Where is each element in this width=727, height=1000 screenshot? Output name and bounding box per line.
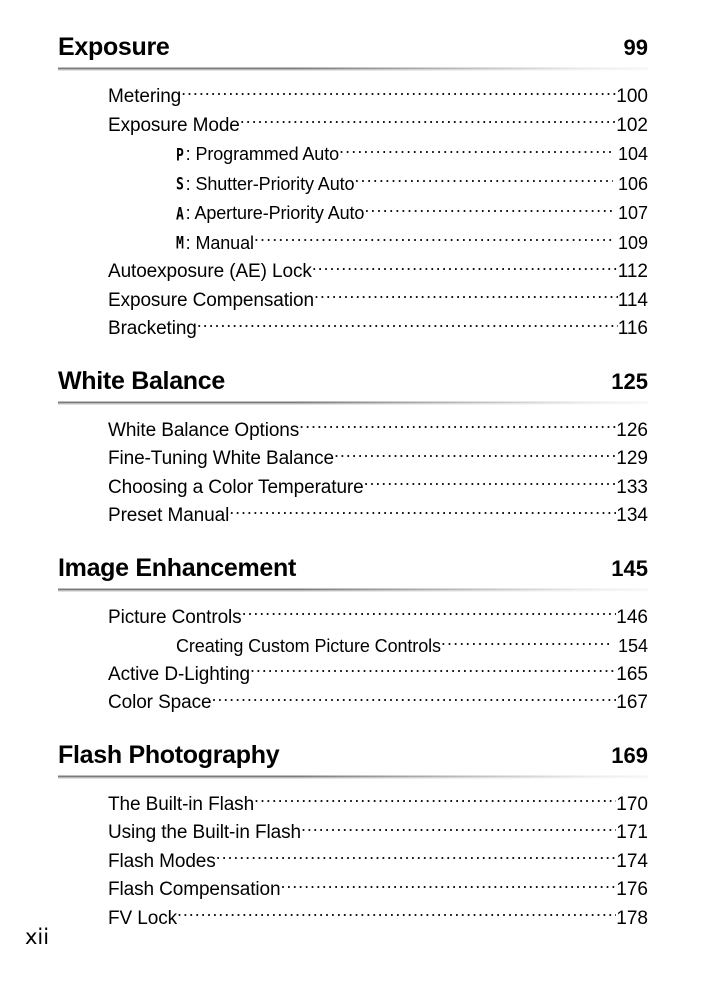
toc-entry-text: : Aperture-Priority Auto (185, 203, 365, 223)
toc-entry-label: Picture Controls (108, 606, 242, 628)
toc-entry-text: : Shutter-Priority Auto (185, 173, 355, 194)
section-title: Exposure (58, 33, 170, 61)
dot-leader (211, 689, 616, 708)
toc-entry[interactable] (58, 258, 648, 287)
dot-leader (364, 474, 617, 493)
section-header[interactable] (58, 366, 648, 399)
toc-entry-page-number: 107 (617, 203, 648, 223)
dot-leader (254, 791, 616, 810)
toc-entry[interactable] (58, 876, 648, 905)
dot-leader (364, 201, 613, 219)
toc-entry-label (176, 199, 364, 229)
toc-entry-page-number: 170 (616, 793, 648, 815)
toc-entry[interactable] (58, 112, 648, 141)
toc-entry-label: Exposure Mode (108, 114, 240, 136)
toc-entry-page-number: 106 (617, 173, 648, 194)
toc-entry[interactable] (58, 445, 648, 474)
toc-entry[interactable] (58, 83, 648, 112)
toc-entry[interactable] (58, 199, 648, 229)
toc-entry-label: Bracketing (108, 318, 197, 339)
toc-entry-page-number: 167 (616, 692, 648, 713)
toc-entry-page-number: 114 (617, 289, 648, 311)
exposure-mode-glyph: A (176, 202, 184, 224)
section-page-number: 99 (623, 35, 648, 60)
dot-leader (177, 905, 616, 924)
section-header[interactable] (58, 553, 648, 586)
table-of-contents (58, 32, 648, 955)
dot-leader (339, 142, 613, 160)
toc-entry-label: Color Space (108, 692, 212, 713)
section-header[interactable] (58, 32, 648, 65)
dot-leader (354, 172, 613, 190)
toc-entry-label: Choosing a Color Temperature (108, 476, 364, 498)
toc-entry-label (176, 170, 354, 200)
page-folio: xii (25, 925, 50, 949)
dot-leader (197, 315, 618, 334)
toc-entry[interactable] (58, 661, 648, 690)
dot-leader (441, 634, 613, 652)
dot-leader (229, 502, 616, 521)
toc-entry[interactable] (58, 170, 648, 200)
toc-entry-list (58, 83, 648, 344)
toc-entry-page-number: 165 (616, 663, 648, 685)
toc-entry-label: Active D-Lighting (108, 663, 250, 685)
dot-leader (334, 445, 616, 464)
toc-entry-label (176, 140, 339, 170)
dot-leader (216, 848, 617, 867)
dot-leader (242, 604, 617, 623)
section-title: Flash Photography (58, 740, 280, 769)
toc-entry-label: White Balance Options (108, 419, 300, 441)
toc-entry-label: The Built-in Flash (108, 793, 255, 815)
toc-entry-page-number: 176 (616, 879, 648, 900)
toc-entry-page-number: 129 (616, 448, 648, 469)
toc-section (58, 32, 648, 344)
toc-entry[interactable] (58, 287, 648, 316)
dot-leader (314, 287, 618, 306)
toc-entry[interactable] (58, 689, 648, 718)
section-header[interactable] (58, 740, 648, 773)
toc-entry-label: Metering (108, 86, 182, 107)
toc-section (58, 740, 648, 934)
toc-entry-label: Flash Modes (108, 850, 216, 872)
toc-entry-page-number: 116 (617, 318, 648, 339)
toc-entry-page-number: 112 (617, 261, 648, 282)
dot-leader (250, 661, 616, 680)
section-divider (58, 588, 648, 592)
section-title: Image Enhancement (58, 553, 297, 582)
toc-entry[interactable] (58, 632, 648, 661)
dot-leader (254, 231, 613, 249)
toc-entry-page-number: 133 (616, 476, 648, 498)
toc-entry[interactable] (58, 819, 648, 848)
toc-section (58, 366, 648, 531)
toc-entry-page-number: 178 (616, 907, 648, 929)
section-title: White Balance (58, 366, 225, 395)
toc-section (58, 553, 648, 718)
toc-entry-text: : Programmed Auto (185, 144, 340, 164)
toc-entry-label: Flash Compensation (108, 879, 281, 900)
toc-entry[interactable] (58, 848, 648, 877)
dot-leader (280, 876, 616, 895)
toc-entry[interactable] (58, 791, 648, 820)
toc-entry[interactable] (58, 502, 648, 531)
toc-entry-page-number: 102 (616, 114, 648, 136)
toc-entry-page-number: 100 (616, 86, 648, 107)
toc-entry-page-number: 109 (617, 232, 648, 253)
toc-entry-label: Preset Manual (108, 505, 230, 526)
section-divider (58, 775, 648, 779)
toc-entry[interactable] (58, 229, 648, 259)
exposure-mode-glyph: M (176, 232, 184, 253)
dot-leader (299, 417, 616, 436)
dot-leader (301, 819, 616, 838)
toc-entry[interactable] (58, 140, 648, 170)
toc-entry-label: FV Lock (108, 907, 177, 929)
toc-entry-label: Exposure Compensation (108, 289, 314, 311)
section-page-number: 125 (611, 368, 648, 394)
section-page-number: 169 (611, 742, 648, 768)
section-divider (58, 401, 648, 405)
toc-entry-label (176, 229, 254, 259)
toc-entry-label: Fine-Tuning White Balance (108, 448, 334, 469)
dot-leader (240, 112, 617, 131)
toc-entry[interactable] (58, 474, 648, 503)
toc-entry-list (58, 417, 648, 531)
toc-entry-label: Using the Built-in Flash (108, 822, 301, 843)
section-page-number: 145 (611, 555, 648, 581)
toc-entry[interactable] (58, 417, 648, 446)
toc-entry-label: Autoexposure (AE) Lock (108, 261, 312, 282)
toc-entry-text: : Manual (185, 232, 254, 253)
toc-entry[interactable] (58, 905, 648, 934)
toc-entry-list (58, 604, 648, 718)
dot-leader (312, 258, 618, 277)
toc-entry-page-number: 134 (616, 505, 648, 526)
dot-leader (181, 83, 616, 102)
toc-entry-page-number: 146 (616, 606, 648, 628)
toc-entry-list (58, 791, 648, 934)
toc-entry-page-number: 174 (616, 850, 648, 872)
toc-entry-label: Creating Custom Picture Controls (176, 636, 441, 656)
toc-entry-page-number: 104 (617, 144, 648, 164)
toc-entry-page-number: 154 (617, 636, 648, 656)
toc-entry-page-number: 171 (616, 822, 648, 843)
toc-entry[interactable] (58, 315, 648, 344)
exposure-mode-glyph: S (176, 173, 184, 194)
toc-entry-page-number: 126 (616, 419, 648, 441)
toc-entry[interactable] (58, 604, 648, 633)
exposure-mode-glyph: P (176, 143, 184, 165)
section-divider (58, 67, 648, 71)
